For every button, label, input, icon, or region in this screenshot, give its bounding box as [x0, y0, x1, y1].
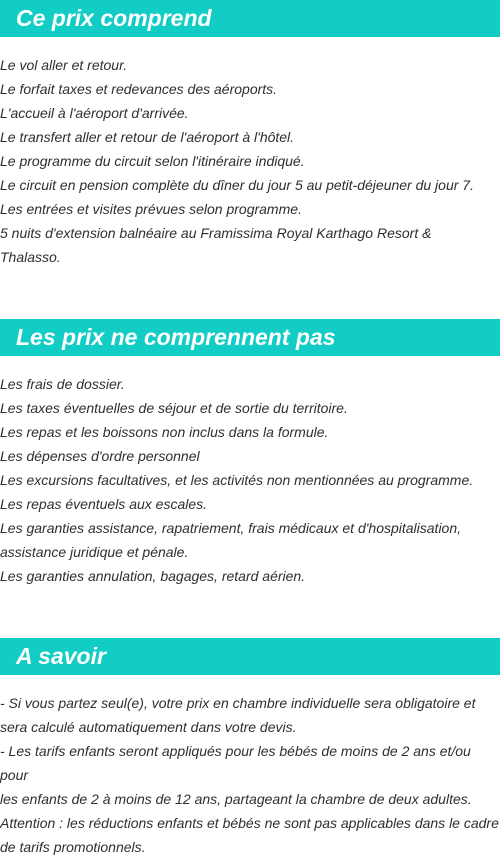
excluded-line: Les frais de dossier.	[0, 376, 125, 392]
info-line: sera calculé automatiquement dans votre devis.	[0, 719, 297, 735]
included-line: Le programme du circuit selon l'itinéraire indiqué.	[0, 153, 305, 169]
info-line: - Si vous partez seul(e), votre prix en chambre individuelle sera obligatoire et	[0, 695, 476, 711]
included-line: Les entrées et visites prévues selon programme.	[0, 201, 302, 217]
info-line: de tarifs promotionnels.	[0, 839, 146, 855]
info-line: les enfants de 2 à moins de 12 ans, partageant la chambre de deux adultes.	[0, 791, 472, 807]
excluded-line: Les taxes éventuelles de séjour et de sortie du territoire.	[0, 400, 348, 416]
info-section	[0, 638, 500, 859]
included-line: Thalasso.	[0, 249, 61, 265]
included-list	[0, 37, 500, 269]
info-line: Attention : les réductions enfants et bébés ne sont pas applicables dans le cadre	[0, 815, 499, 831]
included-section	[0, 0, 500, 269]
info-header: A savoir	[0, 638, 500, 675]
excluded-line: Les dépenses d'ordre personnel	[0, 448, 200, 464]
excluded-line: Les garanties annulation, bagages, retard aérien.	[0, 568, 306, 584]
excluded-section	[0, 319, 500, 588]
included-line: L'accueil à l'aéroport d'arrivée.	[0, 105, 189, 121]
info-line: - Les tarifs enfants seront appliqués pour les bébés de moins de 2 ans et/ou pour	[0, 743, 471, 783]
included-line: Le forfait taxes et redevances des aéroports.	[0, 81, 278, 97]
excluded-list	[0, 356, 500, 588]
info-list	[0, 675, 500, 859]
excluded-line: Les repas éventuels aux escales.	[0, 496, 208, 512]
excluded-line: Les excursions facultatives, et les activités non mentionnées au programme.	[0, 472, 474, 488]
included-header: Ce prix comprend	[0, 0, 500, 37]
included-line: Le vol aller et retour.	[0, 57, 128, 73]
excluded-line: Les repas et les boissons non inclus dans la formule.	[0, 424, 329, 440]
excluded-line: assistance juridique et pénale.	[0, 544, 189, 560]
excluded-line: Les garanties assistance, rapatriement, frais médicaux et d'hospitalisation,	[0, 520, 462, 536]
included-line: 5 nuits d'extension balnéaire au Framissima Royal Karthago Resort &	[0, 225, 432, 241]
included-line: Le transfert aller et retour de l'aéroport à l'hôtel.	[0, 129, 295, 145]
included-line: Le circuit en pension complète du dîner du jour 5 au petit-déjeuner du jour 7.	[0, 177, 474, 193]
excluded-header: Les prix ne comprennent pas	[0, 319, 500, 356]
